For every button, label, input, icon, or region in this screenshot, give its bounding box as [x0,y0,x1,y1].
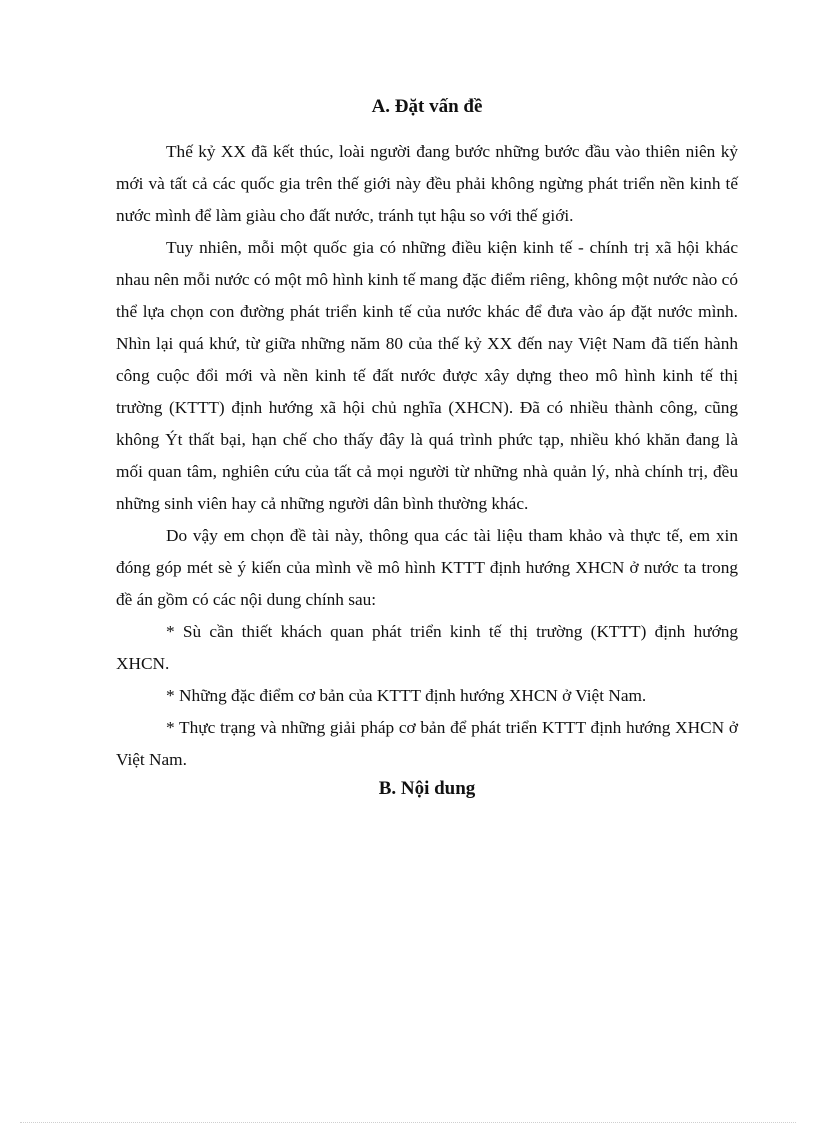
section-heading-b: B. Nội dung [378,778,476,799]
paragraph-intro: Thế kỷ XX đã kết thúc, loài người đang bước những bước đầu vào thiên niên kỷ mới và tất cả các quốc gia trên thế giới này đều phải không ngừng phát triển nền kinh tế nước mình để làm giàu cho đất nước, tránh tụt hậu so với thế giới. [116,142,738,225]
paragraph-context: Tuy nhiên, mỗi một quốc gia có những điều kiện kinh tế - chính trị xã hội khác nhau nên mỗi nước có một mô hình kinh tế mang đặc điểm riêng, không một nước nào có thể lựa chọn con đường phát triển kinh tế của nước khác để đưa vào áp đặt nước mình. Nhìn lại quá khứ, từ giữa những năm 80 của thế kỷ XX đến nay Việt Nam đã tiến hành công cuộc đổi mới và nền kinh tế đất nước được xây dựng theo mô hình kinh tế thị trường (KTTT) định hướng xã hội chủ nghĩa (XHCN). Đã có nhiều thành công, cũng không Ýt thất bại, hạn chế cho thấy đây là quá trình phức tạp, nhiều khó khăn đang là mối quan tâm, nghiên cứu của tất cả mọi người từ những nhà quản lý, nhà chính trị, đều những sinh viên hay cả những người dân bình thường khác. [116,238,738,513]
bullet-item-3: * Thực trạng và những giải pháp cơ bản để phát triển KTTT định hướng XHCN ở Việt Nam. [116,718,738,769]
bullet-item-2: * Những đặc điểm cơ bản của KTTT định hướng XHCN ở Việt Nam. [166,686,647,705]
bullet-item-1: * Sù cần thiết khách quan phát triển kinh tế thị trường (KTTT) định hướng XHCN. [116,622,738,673]
document-page [116,96,738,800]
paragraph-purpose: Do vậy em chọn đề tài này, thông qua các tài liệu tham khảo và thực tế, em xin đóng góp mét sè ý kiến của mình về mô hình KTTT định hướng XHCN ở nước ta trong đề án gồm có các nội dung chính sau: [116,526,738,609]
section-heading-a: A. Đặt vấn đề [371,96,483,117]
